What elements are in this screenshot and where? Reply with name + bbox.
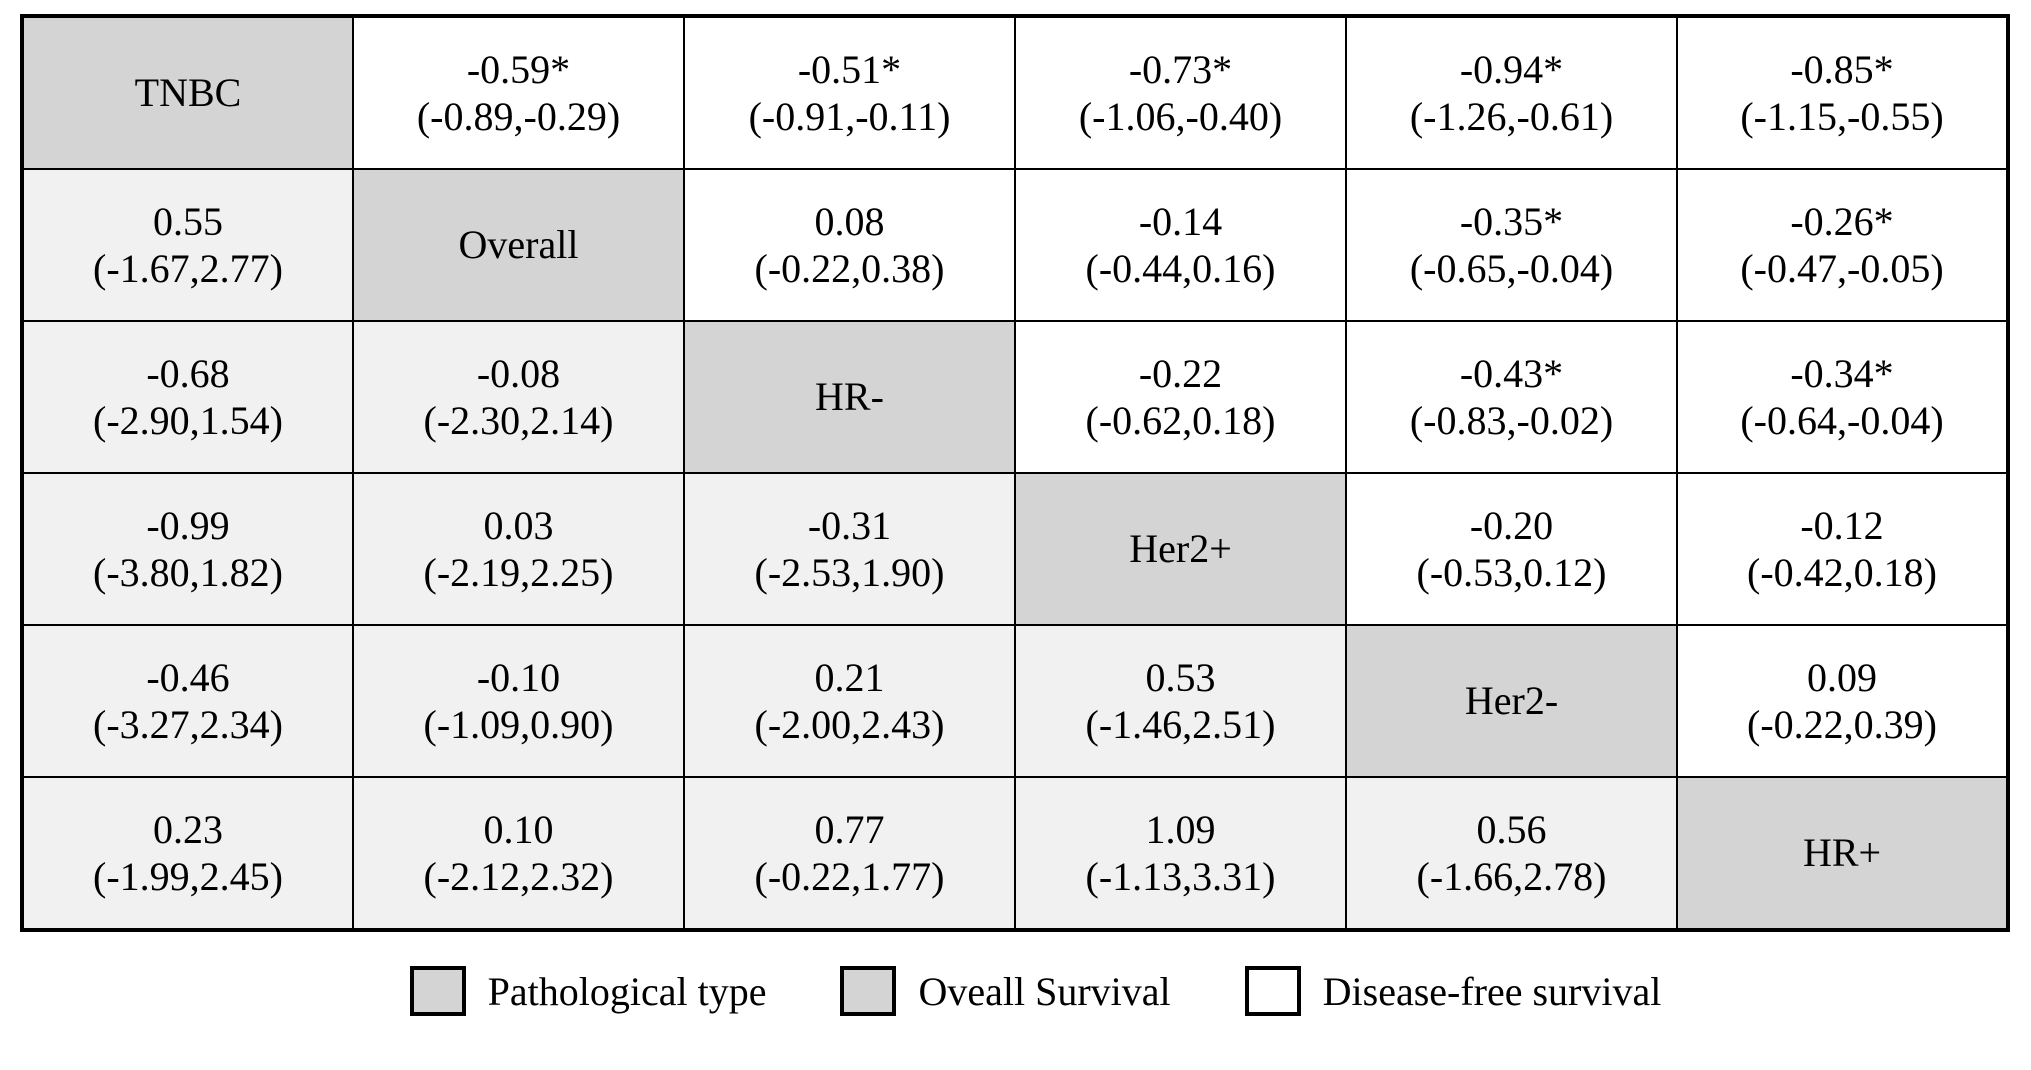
- diagonal-label: HR-: [815, 374, 884, 420]
- diagonal-label-cell: [1346, 625, 1677, 777]
- effect-estimate: 0.23: [153, 806, 223, 852]
- effect-estimate: -0.85*: [1790, 46, 1894, 92]
- diagonal-label: Overall: [458, 222, 579, 268]
- effect-estimate: 0.55: [153, 198, 223, 244]
- confidence-interval: (-1.26,-0.61): [1409, 94, 1614, 139]
- disease-free-survival-cell: [1677, 321, 2008, 473]
- confidence-interval: (-0.47,-0.05): [1740, 246, 1944, 291]
- diagonal-label-cell: [1677, 777, 2008, 930]
- effect-estimate: -0.10: [476, 654, 561, 700]
- confidence-interval: (-0.64,-0.04): [1740, 398, 1944, 443]
- effect-estimate: -0.20: [1469, 502, 1554, 548]
- legend-swatch-icon: [1245, 966, 1301, 1016]
- legend-label: Disease-free survival: [1322, 968, 1662, 1014]
- confidence-interval: (-3.80,1.82): [93, 550, 283, 595]
- overall-survival-cell: [353, 473, 684, 625]
- legend-item: [840, 966, 1170, 1016]
- diagonal-label-cell: [684, 321, 1015, 473]
- effect-estimate: 0.03: [483, 502, 554, 548]
- overall-survival-cell: [22, 169, 353, 321]
- overall-survival-cell: [353, 777, 684, 930]
- legend-item: [410, 966, 767, 1016]
- effect-estimate: -0.51*: [797, 46, 902, 92]
- league-table: [20, 14, 2010, 932]
- confidence-interval: (-2.12,2.32): [423, 854, 614, 899]
- league-table-body: [22, 16, 2008, 930]
- effect-estimate: -0.34*: [1790, 350, 1894, 396]
- confidence-interval: (-1.99,2.45): [93, 854, 283, 899]
- disease-free-survival-cell: [1346, 169, 1677, 321]
- confidence-interval: (-0.62,0.18): [1085, 398, 1276, 443]
- effect-estimate: 0.56: [1476, 806, 1547, 852]
- confidence-interval: (-1.46,2.51): [1085, 702, 1276, 747]
- overall-survival-cell: [22, 473, 353, 625]
- effect-estimate: -0.22: [1138, 350, 1223, 396]
- diagonal-label: Her2+: [1129, 526, 1232, 572]
- effect-estimate: -0.99: [146, 502, 230, 548]
- confidence-interval: (-1.66,2.78): [1416, 854, 1607, 899]
- effect-estimate: 0.08: [814, 198, 885, 244]
- confidence-interval: (-0.22,1.77): [754, 854, 945, 899]
- diagonal-label-cell: [353, 169, 684, 321]
- effect-estimate: -0.43*: [1459, 350, 1564, 396]
- confidence-interval: (-2.00,2.43): [754, 702, 945, 747]
- overall-survival-cell: [684, 777, 1015, 930]
- legend-label: Oveall Survival: [918, 968, 1171, 1014]
- confidence-interval: (-0.22,0.38): [754, 246, 945, 291]
- disease-free-survival-cell: [1015, 169, 1346, 321]
- effect-estimate: 0.09: [1807, 654, 1877, 700]
- table-row: [22, 16, 2008, 169]
- effect-estimate: 0.53: [1145, 654, 1216, 700]
- confidence-interval: (-2.19,2.25): [423, 550, 614, 595]
- table-row: [22, 473, 2008, 625]
- disease-free-survival-cell: [353, 16, 684, 169]
- effect-estimate: -0.31: [807, 502, 892, 548]
- disease-free-survival-cell: [1677, 16, 2008, 169]
- overall-survival-cell: [22, 625, 353, 777]
- legend: [20, 966, 2011, 1016]
- effect-estimate: 0.77: [814, 806, 885, 852]
- effect-estimate: -0.94*: [1459, 46, 1564, 92]
- legend-swatch-icon: [410, 966, 466, 1016]
- confidence-interval: (-0.44,0.16): [1085, 246, 1276, 291]
- diagonal-label-cell: [1015, 473, 1346, 625]
- table-row: [22, 321, 2008, 473]
- effect-estimate: -0.26*: [1790, 198, 1894, 244]
- confidence-interval: (-2.30,2.14): [423, 398, 614, 443]
- overall-survival-cell: [353, 625, 684, 777]
- overall-survival-cell: [22, 777, 353, 930]
- overall-survival-cell: [1346, 777, 1677, 930]
- diagonal-label-cell: [22, 16, 353, 169]
- diagonal-label: HR+: [1802, 830, 1882, 876]
- effect-estimate: -0.73*: [1128, 46, 1233, 92]
- confidence-interval: (-1.09,0.90): [423, 702, 614, 747]
- overall-survival-cell: [353, 321, 684, 473]
- effect-estimate: -0.35*: [1459, 198, 1564, 244]
- confidence-interval: (-0.53,0.12): [1416, 550, 1607, 595]
- overall-survival-cell: [22, 321, 353, 473]
- confidence-interval: (-1.13,3.31): [1085, 854, 1276, 899]
- legend-swatch-icon: [840, 966, 896, 1016]
- disease-free-survival-cell: [1677, 169, 2008, 321]
- confidence-interval: (-1.15,-0.55): [1740, 94, 1944, 139]
- table-row: [22, 625, 2008, 777]
- confidence-interval: (-0.91,-0.11): [748, 94, 951, 139]
- effect-estimate: 0.10: [483, 806, 554, 852]
- disease-free-survival-cell: [1346, 473, 1677, 625]
- effect-estimate: -0.46: [146, 654, 230, 700]
- disease-free-survival-cell: [684, 169, 1015, 321]
- effect-estimate: -0.68: [146, 350, 230, 396]
- disease-free-survival-cell: [1346, 16, 1677, 169]
- effect-estimate: -0.14: [1138, 198, 1223, 244]
- disease-free-survival-cell: [1015, 16, 1346, 169]
- effect-estimate: 1.09: [1145, 806, 1216, 852]
- disease-free-survival-cell: [1346, 321, 1677, 473]
- disease-free-survival-cell: [1677, 625, 2008, 777]
- disease-free-survival-cell: [684, 16, 1015, 169]
- effect-estimate: -0.12: [1800, 502, 1884, 548]
- confidence-interval: (-0.22,0.39): [1747, 702, 1937, 747]
- confidence-interval: (-1.06,-0.40): [1078, 94, 1283, 139]
- table-row: [22, 169, 2008, 321]
- confidence-interval: (-0.65,-0.04): [1409, 246, 1614, 291]
- overall-survival-cell: [684, 473, 1015, 625]
- confidence-interval: (-0.42,0.18): [1747, 550, 1937, 595]
- effect-estimate: -0.08: [476, 350, 561, 396]
- confidence-interval: (-0.89,-0.29): [416, 94, 621, 139]
- confidence-interval: (-0.83,-0.02): [1409, 398, 1614, 443]
- overall-survival-cell: [1015, 777, 1346, 930]
- legend-item: [1245, 966, 1662, 1016]
- effect-estimate: 0.21: [814, 654, 885, 700]
- overall-survival-cell: [684, 625, 1015, 777]
- confidence-interval: (-2.90,1.54): [93, 398, 283, 443]
- disease-free-survival-cell: [1677, 473, 2008, 625]
- diagonal-label: TNBC: [134, 70, 242, 116]
- table-row: [22, 777, 2008, 930]
- confidence-interval: (-2.53,1.90): [754, 550, 945, 595]
- disease-free-survival-cell: [1015, 321, 1346, 473]
- legend-label: Pathological type: [487, 968, 767, 1014]
- effect-estimate: -0.59*: [466, 46, 571, 92]
- overall-survival-cell: [1015, 625, 1346, 777]
- confidence-interval: (-1.67,2.77): [93, 246, 283, 291]
- confidence-interval: (-3.27,2.34): [93, 702, 283, 747]
- diagonal-label: Her2-: [1464, 678, 1559, 724]
